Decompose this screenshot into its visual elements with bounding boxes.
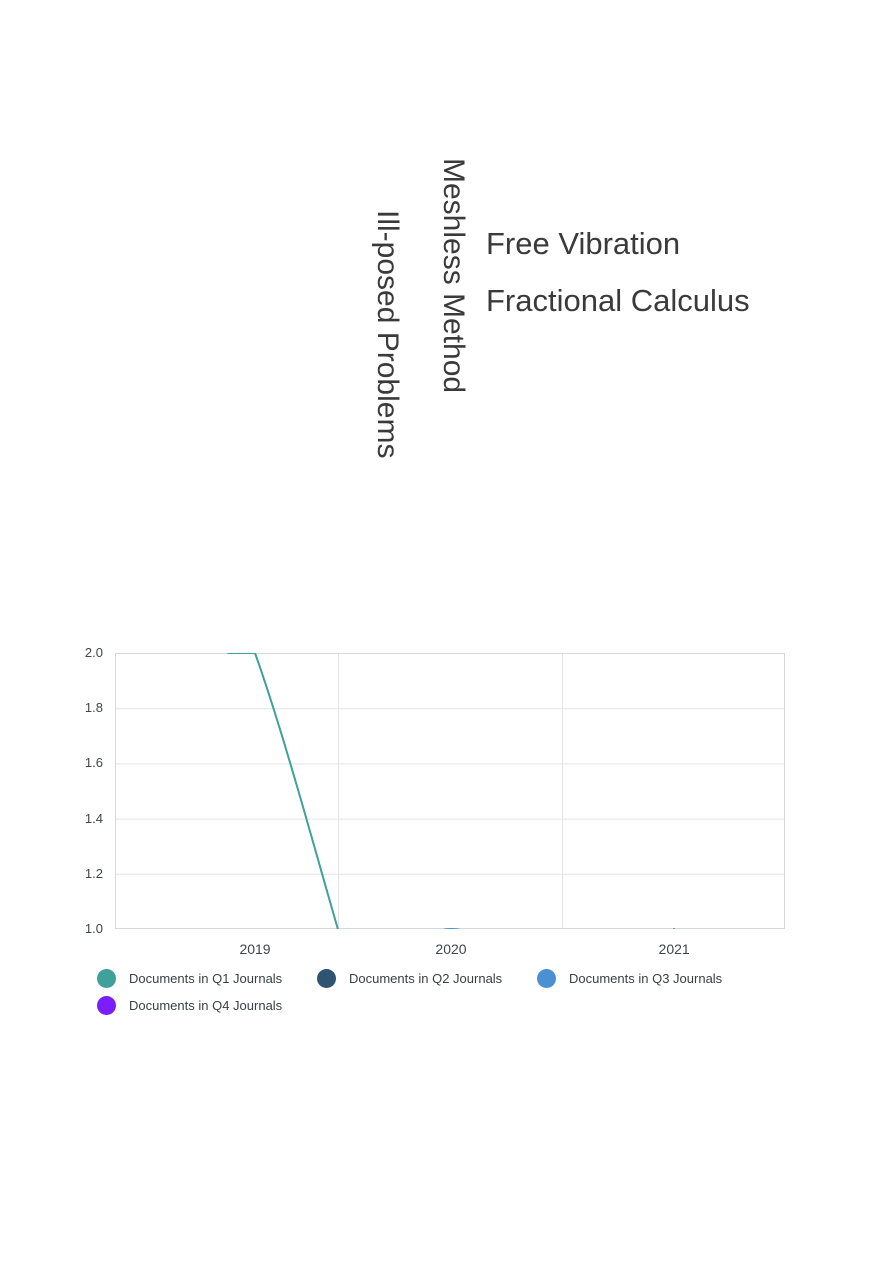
legend-swatch-q3-icon — [537, 969, 556, 988]
y-tick-label: 2.0 — [84, 645, 103, 660]
keyphrase-ill-posed-problems[interactable]: Ill-posed Problems — [371, 210, 404, 459]
x-tick-label: 2019 — [239, 941, 271, 957]
legend-swatch-q1-icon — [97, 969, 116, 988]
legend-label-q2: Documents in Q2 Journals — [349, 971, 503, 986]
keyphrase-free-vibration[interactable]: Free Vibration — [486, 226, 681, 261]
legend-item-q4-journals[interactable] — [97, 996, 317, 1015]
legend-label-q1: Documents in Q1 Journals — [129, 971, 283, 986]
plot-area — [115, 653, 785, 929]
x-tick-label: 2021 — [658, 941, 690, 957]
legend-swatch-q4-icon — [97, 996, 116, 1015]
y-tick-label: 1.2 — [84, 865, 103, 881]
legend-label-q4: Documents in Q4 Journals — [129, 998, 283, 1013]
chart-legend — [97, 969, 797, 1015]
keyphrase-meshless-method[interactable]: Meshless Method — [437, 158, 470, 394]
y-tick-label: 1.0 — [84, 921, 103, 936]
y-tick-label: 1.4 — [84, 810, 103, 826]
legend-swatch-q2-icon — [317, 969, 336, 988]
legend-item-q2-journals[interactable] — [317, 969, 537, 988]
series-line-documents-in-q1-journals — [228, 653, 674, 1211]
y-tick-label: 1.6 — [84, 755, 103, 771]
keyphrase-fractional-calculus[interactable]: Fractional Calculus — [486, 283, 750, 318]
legend-item-q3-journals[interactable] — [537, 969, 757, 988]
y-tick-label: 1.8 — [84, 700, 103, 716]
legend-label-q3: Documents in Q3 Journals — [569, 971, 723, 986]
legend-item-q1-journals[interactable] — [97, 969, 317, 988]
x-tick-label: 2020 — [435, 941, 467, 957]
